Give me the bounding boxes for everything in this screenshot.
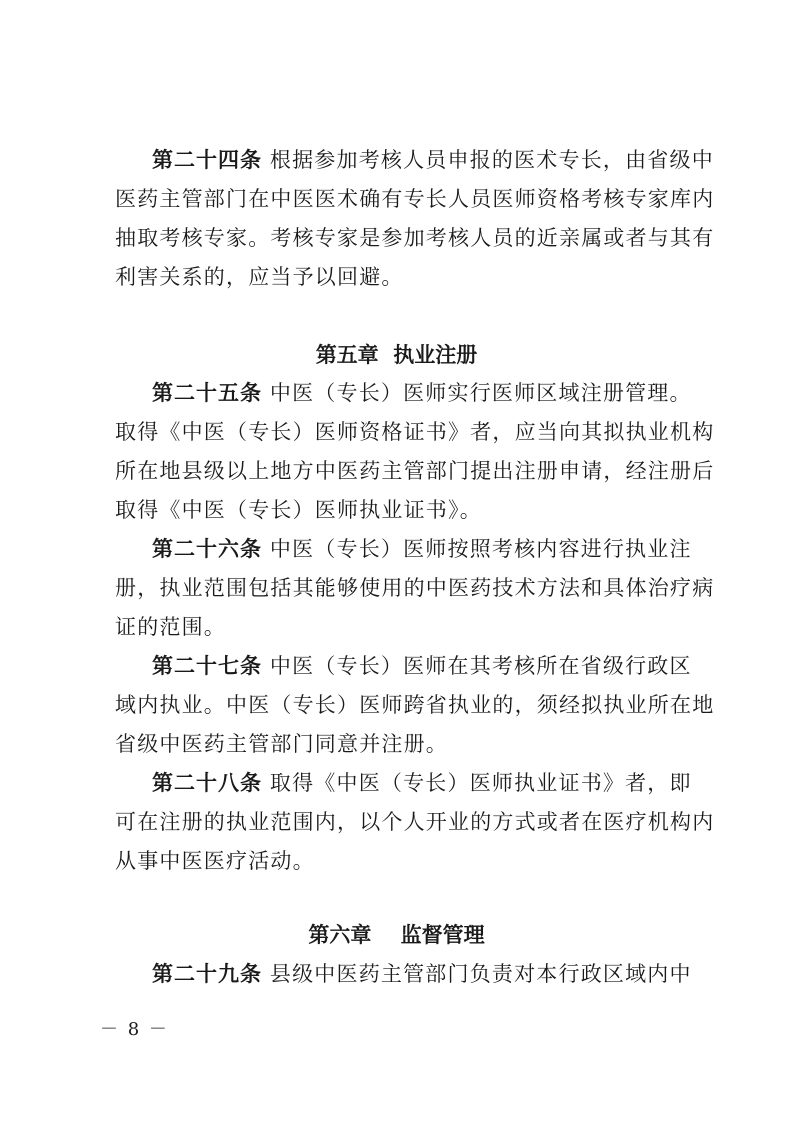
article-26-line-3: 证的范围。 [115, 615, 226, 639]
chapter-5-heading: 第五章 执业注册 [315, 343, 478, 367]
article-24-line-2: 医药主管部门在中医医术确有专长人员医师资格考核专家库内 [115, 187, 715, 211]
article-29-text: 县级中医药主管部门负责对本行政区域内中 [269, 962, 692, 986]
article-28-line-2: 可在注册的执业范围内，以个人开业的方式或者在医疗机构内 [115, 810, 715, 834]
article-27-line-1 [152, 652, 692, 680]
article-26-title: 第二十六条 [152, 537, 262, 561]
article-28-line-1 [152, 769, 692, 797]
article-28-title: 第二十八条 [152, 771, 262, 795]
article-24-line-1 [152, 146, 714, 174]
article-25-title: 第二十五条 [152, 381, 262, 405]
article-28-text: 取得《中医（专长）医师执业证书》者，即 [269, 771, 692, 795]
article-25-text: 中医（专长）医师实行医师区域注册管理。 [269, 381, 692, 405]
article-27-line-2: 域内执业。中医（专长）医师跨省执业的，须经拟执业所在地 [115, 693, 715, 717]
article-25-line-2: 取得《中医（专长）医师资格证书》者，应当向其拟执业机构 [115, 420, 715, 444]
article-29-title: 第二十九条 [152, 962, 262, 986]
article-24-text: 根据参加考核人员申报的医术专长，由省级中 [269, 148, 714, 172]
article-25-line-1 [152, 379, 692, 407]
article-24-line-3: 抽取考核专家。考核专家是参加考核人员的近亲属或者与其有 [115, 226, 715, 250]
article-26-line-1 [152, 535, 692, 563]
article-27-text: 中医（专长）医师在其考核所在省级行政区 [269, 654, 692, 678]
article-29-line-1 [152, 960, 692, 988]
article-25-line-4: 取得《中医（专长）医师执业证书》。 [115, 498, 482, 522]
article-27-title: 第二十七条 [152, 654, 262, 678]
article-28-line-3: 从事中医医疗活动。 [115, 849, 315, 873]
article-25-line-3: 所在地县级以上地方中医药主管部门提出注册申请，经注册后 [115, 459, 715, 483]
chapter-6-heading: 第六章 监督管理 [308, 923, 485, 947]
article-24-title: 第二十四条 [152, 148, 262, 172]
article-27-line-3: 省级中医药主管部门同意并注册。 [115, 732, 448, 756]
article-26-line-2: 册，执业范围包括其能够使用的中医药技术方法和具体治疗病 [115, 576, 715, 600]
page-number: － 8 － [100, 1019, 169, 1040]
article-26-text: 中医（专长）医师按照考核内容进行执业注 [269, 537, 692, 561]
article-24-line-4: 利害关系的，应当予以回避。 [115, 265, 404, 289]
